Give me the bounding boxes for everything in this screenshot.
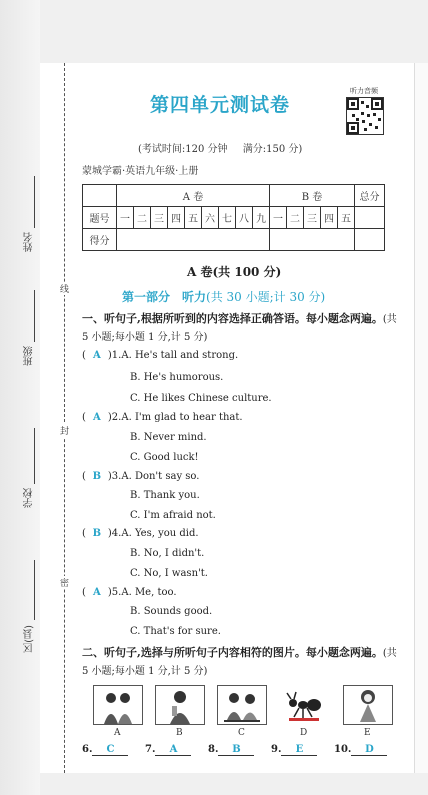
picture-b-person-icon <box>155 685 205 725</box>
table-row <box>83 229 385 251</box>
school-label: 学校 <box>24 488 35 508</box>
table-row: 题号 一 二 三 四 五 六 七 八 九 一 二 三 四 五 <box>83 207 385 229</box>
total-header: 总分 <box>355 185 385 207</box>
score-label: 得分 <box>83 229 117 251</box>
cut-word-mi: 密 <box>60 576 69 589</box>
section-a-heading: A 卷(共 100 分) <box>187 265 282 279</box>
answer-field-8: 8. B <box>208 744 254 756</box>
a-juan-header: A 卷 <box>117 185 270 207</box>
answer-field-10: 10. D <box>334 744 387 756</box>
name-label: 姓名 <box>24 232 35 252</box>
page-title: 第四单元测试卷 <box>150 94 291 116</box>
option: B. Never mind. <box>130 432 207 443</box>
option: B. No, I didn't. <box>130 548 205 559</box>
score-table <box>82 184 385 251</box>
class-label: 班级 <box>24 346 35 366</box>
item-label: 题号 <box>83 207 117 229</box>
picture-options <box>93 685 393 725</box>
question-2: ( A )2.A. I'm glad to hear that. <box>82 412 243 423</box>
class-line <box>34 290 35 342</box>
cut-word-xian: 线 <box>60 282 69 295</box>
picture-letter-a: A <box>114 728 121 738</box>
option: B. Sounds good. <box>130 606 213 617</box>
exam-time: (考试时间:120 分钟 <box>138 144 228 155</box>
picture-d-ant-icon <box>279 685 329 725</box>
book-title: 蒙城学霸·英语九年级·上册 <box>82 166 199 177</box>
answer-field-6: 6. C <box>82 744 128 756</box>
page-shadow <box>0 0 40 795</box>
question-4: ( B )4.A. Yes, you did. <box>82 528 199 539</box>
answer-2: A <box>93 412 101 423</box>
option: C. That's for sure. <box>130 626 221 637</box>
score-cell[interactable] <box>117 229 270 251</box>
district-line <box>34 560 35 620</box>
district-label: 区(县) <box>24 625 35 653</box>
picture-letter-c: C <box>238 728 245 738</box>
answer-1: A <box>93 350 101 361</box>
option: C. Good luck! <box>130 452 199 463</box>
exam-info <box>138 140 314 155</box>
picture-letter-e: E <box>364 728 371 738</box>
qr-code-icon[interactable] <box>346 97 384 135</box>
option: B. Thank you. <box>130 490 200 501</box>
full-score: 满分:150 分) <box>242 144 303 155</box>
picture-c-couple-icon <box>217 685 267 725</box>
qr-label: 听力音频 <box>350 87 378 95</box>
score-cell[interactable] <box>355 229 385 251</box>
part-one-sub: (共 30 小题;计 30 分) <box>206 290 326 304</box>
part-one-title: 第一部分 听力 <box>122 290 207 304</box>
option: C. No, I wasn't. <box>130 568 208 579</box>
question-3: ( B )3.A. Don't say so. <box>82 471 200 482</box>
instruction-1: 一、听句子,根据所听到的内容选择正确答语。每小题念两遍。(共 5 小题;每小题 1 分,计 5 分) <box>82 312 397 343</box>
answer-field-9: 9. E <box>271 744 317 756</box>
cut-line <box>64 63 65 773</box>
option: B. He's humorous. <box>130 372 224 383</box>
cut-word-feng: 封 <box>60 424 69 437</box>
picture-letter-b: B <box>176 728 183 738</box>
picture-a-two-girls-icon <box>93 685 143 725</box>
score-cell[interactable] <box>270 229 355 251</box>
picture-letter-d: D <box>300 728 308 738</box>
option: C. He likes Chinese culture. <box>130 393 272 404</box>
answer-4: B <box>92 528 102 539</box>
question-5: ( A )5.A. Me, too. <box>82 587 177 598</box>
option: C. I'm afraid not. <box>130 510 216 521</box>
name-line <box>34 176 35 228</box>
question-1: ( A )1.A. He's tall and strong. <box>82 350 239 361</box>
instruction-2: 二、听句子,选择与所听句子内容相符的图片。每小题念两遍。(共 5 小题;每小题 1 分,计 5 分) <box>82 646 397 677</box>
next-page-edge <box>414 63 428 773</box>
answer-field-7: 7. A <box>145 744 191 756</box>
answer-5: A <box>93 587 101 598</box>
answer-3: B <box>92 471 102 482</box>
b-juan-header: B 卷 <box>270 185 355 207</box>
table-row <box>83 185 385 207</box>
part-one-heading <box>122 288 325 305</box>
picture-e-girl-icon <box>343 685 393 725</box>
school-line <box>34 428 35 484</box>
